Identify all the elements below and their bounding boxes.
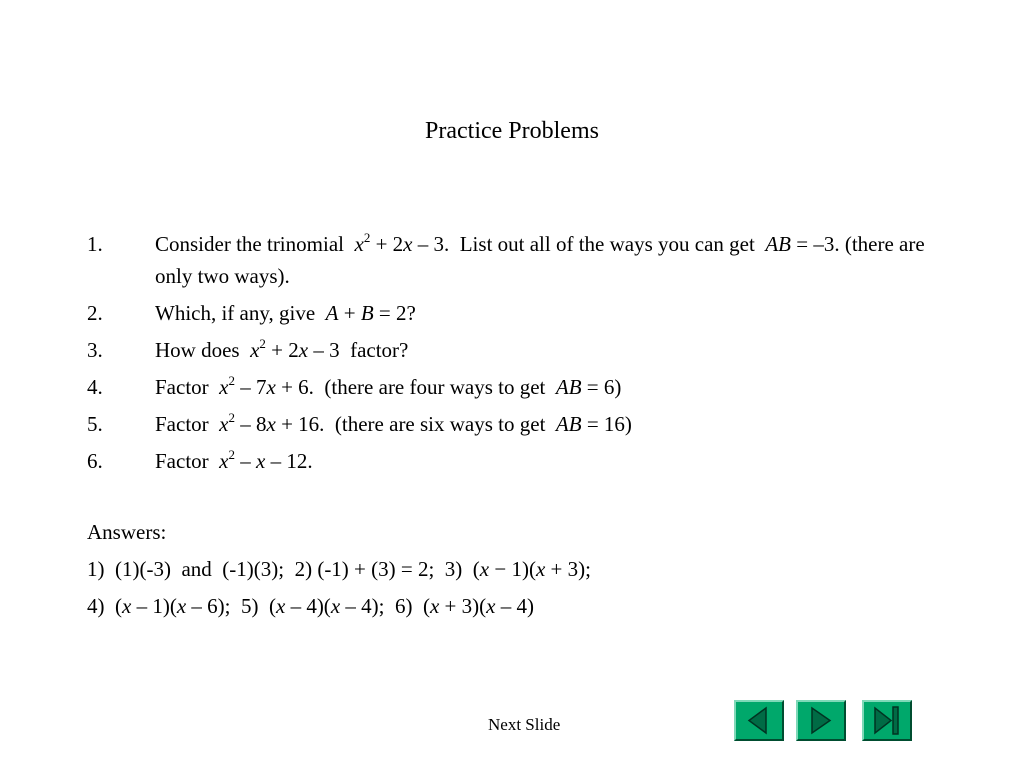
problem-text: Consider the trinomial $x^2 + 2x - 3$. List out all of the ways you can get AB = –3. (there are only two ways). xyxy=(155,230,925,288)
problem-number: 3. xyxy=(87,338,103,362)
problem-text: Factor $x^2$ – x – 12. xyxy=(155,447,313,473)
problem-text: Factor $x^2 - 7x + 6$. (there are four ways to get AB = 6) xyxy=(155,373,622,399)
next-slide-icon xyxy=(798,702,844,739)
next-slide-button[interactable] xyxy=(796,700,846,741)
answer-line-2: 4) (x – 1)(x – 6); 5) (x – 4)(x – 4); 6) (x + 3)(x – 4) xyxy=(87,594,534,618)
problem-number: 2. xyxy=(87,301,103,325)
next-slide-link[interactable]: Next Slide xyxy=(488,715,561,734)
problem-text: Factor $x^2 - 8x + 16$. (there are six ways to get AB = 16) xyxy=(155,410,632,436)
previous-slide-button[interactable] xyxy=(734,700,784,741)
problem-item-2 xyxy=(87,297,947,329)
problem-number: 5. xyxy=(87,412,103,436)
problem-text: Which, if any, give A + B = 2? xyxy=(155,301,416,325)
problem-number: 6. xyxy=(87,449,103,473)
answer-line-1: 1) (1)(-3) and (-1)(3); 2) (-1) + (3) = 2; 3) (x − 1)(x + 3); xyxy=(87,557,591,581)
problem-text: How does $x^2 + 2x - 3$ factor? xyxy=(155,336,409,362)
problem-item-1 xyxy=(87,228,947,292)
last-slide-icon xyxy=(864,702,910,739)
problem-number: 1. xyxy=(87,232,103,256)
problem-item-3 xyxy=(87,334,947,366)
previous-slide-icon xyxy=(736,702,782,739)
answers-heading: Answers: xyxy=(87,520,167,544)
problem-item-5 xyxy=(87,408,947,440)
problem-item-4 xyxy=(87,371,947,403)
problem-number: 4. xyxy=(87,375,103,399)
slide-title: Practice Problems xyxy=(425,118,599,144)
last-slide-button[interactable] xyxy=(862,700,912,741)
problem-item-6 xyxy=(87,445,947,477)
problem-list xyxy=(87,228,947,482)
